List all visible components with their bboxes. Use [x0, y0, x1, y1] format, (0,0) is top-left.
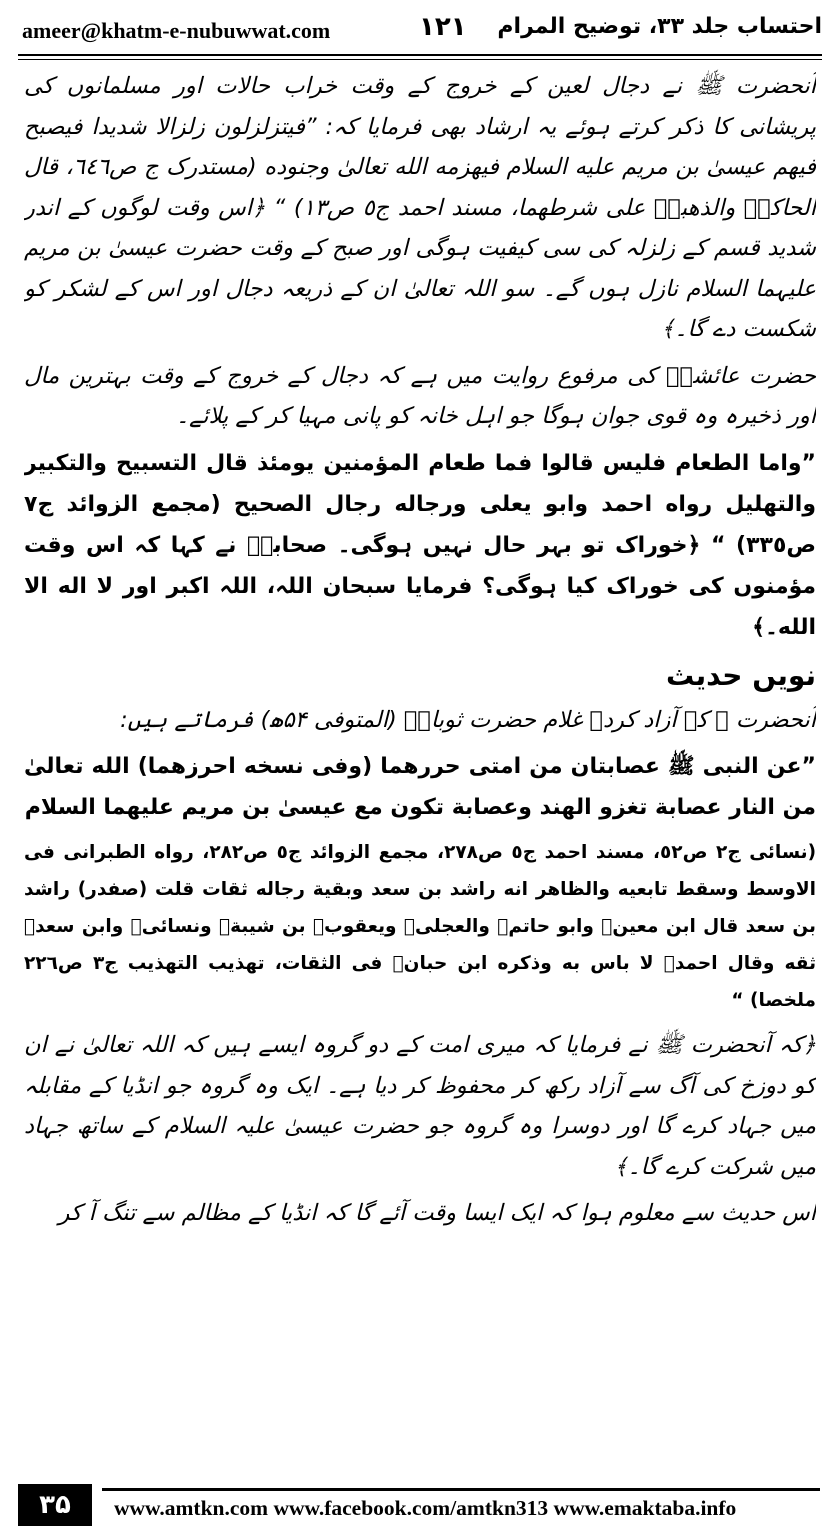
paragraph: حضرت عائشہؓ کی مرفوع روایت میں ہے کہ دجال کے خروج کے وقت بہترین مال اور ذخیرہ وہ قوی جوان ہوگا جو اہل خانہ کو پانی مہیا کر کے پلائے۔ — [24, 362, 816, 429]
paragraph: آنحضرت ﷺ نے دجال لعین کے خروج کے وقت خراب حالات اور مسلمانوں کی پریشانی کا ذکر کرتے ہوئے یہ ارشاد بھی فرمایا کہ: ”فیتزلزلون زلزالا شدیدا فیصبح فیهم عیسیٰ بن مریم علیه السلام فیهزمه الله تعالیٰ وجنوده (مستدرک ج ص٦٤٦، قال الحاکمؒ والذهبیؒ علی شرطهما، مسند احمد ج٥ ص١٣) “ ﴿اس وقت لوگوں کے اندر شدید قسم کے زلزلہ کی سی کیفیت ہوگی اور صبح کے وقت حضرت عیسیٰ بن مریم علیہما السلام نازل ہوں گے۔ سو اللہ تعالیٰ ان کے ذریعہ دجال اور اس کے لشکر کو شکست دے گا۔﴾ — [24, 73, 816, 342]
footer-divider — [102, 1488, 820, 1491]
header-book-title: احتساب جلد ۳۳، توضیح المرام — [497, 14, 822, 39]
page-header — [14, 12, 826, 48]
paragraph: ”عن النبی ﷺ عصابتان من امتی حررهما (وفی نسخه احرزهما) الله تعالیٰ من النار عصابة تغزو الهند وعصابة تکون مع عیسیٰ بن مریم علیهما السلام — [24, 754, 816, 820]
paragraph: ﴿کہ آنحضرت ﷺ نے فرمایا کہ میری امت کے دو گروہ ایسے ہیں کہ اللہ تعالیٰ نے ان کو دوزخ کی آگ سے آزاد رکھ کر محفوظ کر دیا ہے۔ ایک وہ گروہ جو انڈیا کے مقابلہ میں جہاد کرے گا اور دوسرا وہ گروہ جو حضرت عیسیٰ علیہ السلام کے ساتھ جہاد میں شرکت کرے گا۔﴾ — [24, 1032, 816, 1180]
page-body — [24, 66, 816, 1456]
paragraph: آنحضرت ﷺ کے آزاد کردہ غلام حضرت ثوبانؓ (المتوفی ۵۴ھ) فرماتے ہیں: — [120, 706, 816, 733]
header-email: ameer@khatm-e-nubuwwat.com — [22, 18, 331, 43]
paragraph: ”واما الطعام فلیس قالوا فما طعام المؤمنین یومئذ قال التسبیح والتکبیر والتهلیل رواه احمد وابو یعلی ورجاله رجال الصحیح (مجمع الزوائد ج٧ ص٣٣٥) “ ﴿خوراک تو بہر حال نہیں ہوگی۔ صحابہؓ نے کہا کہ اس وقت مؤمنوں کی خوراک کیا ہوگی؟ فرمایا سبحان اللہ، اللہ اکبر اور لا اله الا الله۔﴾ — [24, 450, 816, 640]
header-page-number: ۱۲۱ — [419, 12, 467, 42]
footer-links: www.amtkn.com www.facebook.com/amtkn313 www.emaktaba.info — [114, 1496, 737, 1520]
section-heading: نویں حدیث — [665, 658, 816, 692]
paragraph: اس حدیث سے معلوم ہوا کہ ایک ایسا وقت آئے گا کہ انڈیا کے مظالم سے تنگ آ کر — [58, 1200, 816, 1226]
header-divider — [18, 54, 822, 60]
footer-page-number: ۳۵ — [18, 1484, 92, 1526]
paragraph: (نسائی ج٢ ص٥٢، مسند احمد ج٥ ص٢٧٨، مجمع الزوائد ج٥ ص٢٨٢، رواه الطبرانی فی الاوسط وسقط تابعیه والظاهر انه راشد بن سعد وبقیة رجاله ثقات قلت (صفدر) راشد بن سعد قال ابن معینؒ وابو حاتمؒ والعجلیؒ ویعقوبؒ بن شیبةؒ ونسائیؒ وابن سعدؒ ثقه وقال احمدؒ لا باس به وذکره ابن حبانؒ فی الثقات، تهذیب التهذیب ج٣ ص٢٢٦ ملخصا) “ — [24, 842, 816, 1011]
page-footer — [14, 1484, 826, 1526]
